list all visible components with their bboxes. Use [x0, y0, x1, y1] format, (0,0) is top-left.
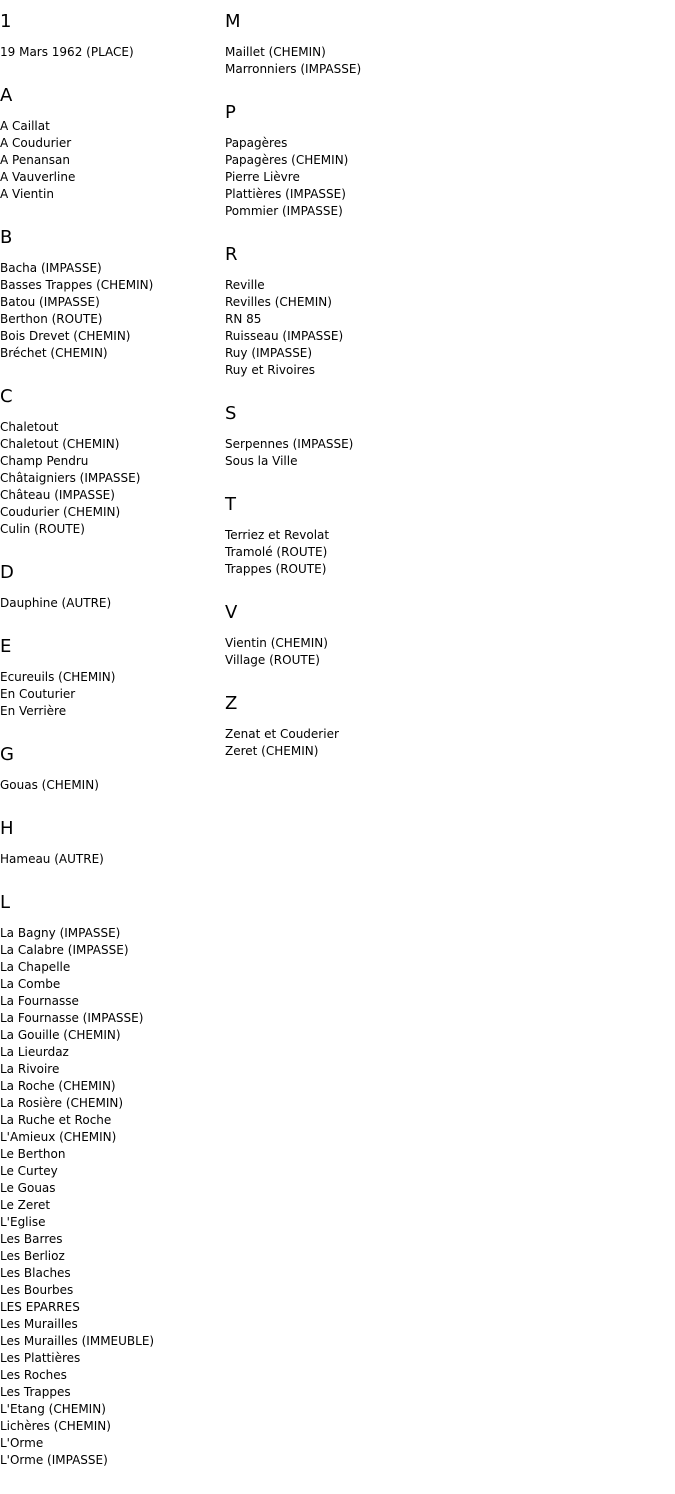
street-link-ruy-impasse[interactable]: Ruy (IMPASSE) [225, 346, 313, 360]
letter-group-1 [0, 12, 220, 61]
street-link-papageres[interactable]: Papagères [225, 136, 288, 150]
street-link-revilles-chemin[interactable]: Revilles (CHEMIN) [225, 295, 332, 309]
street-link-en-couturier[interactable]: En Couturier [0, 687, 76, 701]
letter-heading: S [225, 403, 237, 424]
letter-group-b [0, 228, 220, 362]
street-link-berthon-route[interactable]: Berthon (ROUTE) [0, 312, 103, 326]
street-link-l-amieux-chemin[interactable]: L'Amieux (CHEMIN) [0, 1130, 117, 1144]
letter-heading: H [0, 818, 14, 839]
letter-group-h [0, 819, 220, 868]
street-link-la-fournasse[interactable]: La Fournasse [0, 994, 79, 1008]
letter-heading: G [0, 744, 14, 765]
street-link-a-coudurier[interactable]: A Coudurier [0, 136, 72, 150]
street-link-l-orme[interactable]: L'Orme [0, 1436, 44, 1450]
street-index-right-column [225, 12, 665, 785]
street-link-le-gouas[interactable]: Le Gouas [0, 1181, 56, 1195]
letter-heading: C [0, 386, 13, 407]
street-link-la-gouille-chemin[interactable]: La Gouille (CHEMIN) [0, 1028, 121, 1042]
street-link-pierre-lievre[interactable]: Pierre Lièvre [225, 170, 300, 184]
street-link-les-murailles-immeuble[interactable]: Les Murailles (IMMEUBLE) [0, 1334, 155, 1348]
letter-heading: R [225, 244, 238, 265]
street-link-culin-route[interactable]: Culin (ROUTE) [0, 522, 85, 536]
street-link-l-orme-impasse[interactable]: L'Orme (IMPASSE) [0, 1453, 108, 1467]
street-link-brechet-chemin[interactable]: Bréchet (CHEMIN) [0, 346, 108, 360]
letter-heading: A [0, 85, 13, 106]
letter-group-l [0, 893, 220, 1469]
letter-group-r [225, 245, 665, 379]
street-link-coudurier-chemin[interactable]: Coudurier (CHEMIN) [0, 505, 121, 519]
letter-group-p [225, 103, 665, 220]
letter-heading: P [225, 102, 236, 123]
street-link-bacha-impasse[interactable]: Bacha (IMPASSE) [0, 261, 102, 275]
street-link-hameau-autre[interactable]: Hameau (AUTRE) [0, 852, 104, 866]
letter-heading: D [0, 562, 14, 583]
street-link-zeret-chemin[interactable]: Zeret (CHEMIN) [225, 744, 319, 758]
street-link-batou-impasse[interactable]: Batou (IMPASSE) [0, 295, 100, 309]
street-link-la-ruche-et-roche[interactable]: La Ruche et Roche [0, 1113, 112, 1127]
street-link-le-curtey[interactable]: Le Curtey [0, 1164, 58, 1178]
street-link-village-route[interactable]: Village (ROUTE) [225, 653, 320, 667]
street-link-vientin-chemin[interactable]: Vientin (CHEMIN) [225, 636, 328, 650]
street-index-left-column [0, 12, 220, 1494]
street-link-a-penansan[interactable]: A Penansan [0, 153, 70, 167]
street-link-zenat-et-couderier[interactable]: Zenat et Couderier [225, 727, 339, 741]
street-link-basses-trappes-chemin[interactable]: Basses Trappes (CHEMIN) [0, 278, 154, 292]
street-link-la-rosiere-chemin[interactable]: La Rosière (CHEMIN) [0, 1096, 124, 1110]
letter-heading: 1 [0, 11, 12, 32]
street-link-sous-la-ville[interactable]: Sous la Ville [225, 454, 298, 468]
street-link-les-plattieres[interactable]: Les Plattières [0, 1351, 81, 1365]
letter-group-z [225, 694, 665, 760]
letter-group-g [0, 745, 220, 794]
street-link-bois-drevet-chemin[interactable]: Bois Drevet (CHEMIN) [0, 329, 131, 343]
letter-heading: B [0, 227, 13, 248]
street-link-a-vientin[interactable]: A Vientin [0, 187, 54, 201]
letter-group-v [225, 603, 665, 669]
street-link-dauphine-autre[interactable]: Dauphine (AUTRE) [0, 596, 112, 610]
letter-heading: V [225, 602, 238, 623]
street-link-19-mars-1962-place[interactable]: 19 Mars 1962 (PLACE) [0, 45, 134, 59]
street-link-les-trappes[interactable]: Les Trappes [0, 1385, 71, 1399]
letter-group-a [0, 86, 220, 203]
street-link-le-zeret[interactable]: Le Zeret [0, 1198, 51, 1212]
letter-heading: L [0, 892, 11, 913]
letter-heading: Z [225, 693, 238, 714]
street-link-chaletout-chemin[interactable]: Chaletout (CHEMIN) [0, 437, 120, 451]
street-link-la-lieurdaz[interactable]: La Lieurdaz [0, 1045, 69, 1059]
street-link-reville[interactable]: Reville [225, 278, 265, 292]
street-link-chateau-impasse[interactable]: Château (IMPASSE) [0, 488, 115, 502]
street-link-pommier-impasse[interactable]: Pommier (IMPASSE) [225, 204, 343, 218]
street-link-ruy-et-rivoires[interactable]: Ruy et Rivoires [225, 363, 315, 377]
street-link-trappes-route[interactable]: Trappes (ROUTE) [225, 562, 327, 576]
street-link-rn-85[interactable]: RN 85 [225, 312, 262, 326]
street-link-ruisseau-impasse[interactable]: Ruisseau (IMPASSE) [225, 329, 344, 343]
street-link-le-berthon[interactable]: Le Berthon [0, 1147, 66, 1161]
street-link-chataigniers-impasse[interactable]: Châtaigniers (IMPASSE) [0, 471, 141, 485]
letter-group-t [225, 495, 665, 578]
street-link-terriez-et-revolat[interactable]: Terriez et Revolat [225, 528, 330, 542]
street-link-serpennes-impasse[interactable]: Serpennes (IMPASSE) [225, 437, 354, 451]
street-link-les-blaches[interactable]: Les Blaches [0, 1266, 71, 1280]
street-link-gouas-chemin[interactable]: Gouas (CHEMIN) [0, 778, 99, 792]
street-link-les-berlioz[interactable]: Les Berlioz [0, 1249, 65, 1263]
street-link-la-bagny-impasse[interactable]: La Bagny (IMPASSE) [0, 926, 121, 940]
street-link-les-murailles[interactable]: Les Murailles [0, 1317, 78, 1331]
street-link-les-barres[interactable]: Les Barres [0, 1232, 63, 1246]
letter-group-s [225, 404, 665, 470]
street-link-maillet-chemin[interactable]: Maillet (CHEMIN) [225, 45, 326, 59]
letter-heading: M [225, 11, 241, 32]
street-link-les-bourbes[interactable]: Les Bourbes [0, 1283, 74, 1297]
street-link-la-combe[interactable]: La Combe [0, 977, 61, 991]
street-link-licheres-chemin[interactable]: Lichères (CHEMIN) [0, 1419, 111, 1433]
letter-group-e [0, 637, 220, 720]
street-link-a-vauverline[interactable]: A Vauverline [0, 170, 76, 184]
street-link-l-eglise[interactable]: L'Eglise [0, 1215, 46, 1229]
street-link-plattieres-impasse[interactable]: Plattières (IMPASSE) [225, 187, 346, 201]
street-link-la-chapelle[interactable]: La Chapelle [0, 960, 71, 974]
street-link-la-fournasse-impasse[interactable]: La Fournasse (IMPASSE) [0, 1011, 144, 1025]
street-link-en-verriere[interactable]: En Verrière [0, 704, 67, 718]
street-link-marronniers-impasse[interactable]: Marronniers (IMPASSE) [225, 62, 362, 76]
street-link-chaletout[interactable]: Chaletout [0, 420, 59, 434]
street-link-l-etang-chemin[interactable]: L'Etang (CHEMIN) [0, 1402, 106, 1416]
street-link-la-roche-chemin[interactable]: La Roche (CHEMIN) [0, 1079, 116, 1093]
letter-group-c [0, 387, 220, 538]
street-link-ecureuils-chemin[interactable]: Ecureuils (CHEMIN) [0, 670, 116, 684]
street-link-a-caillat[interactable]: A Caillat [0, 119, 50, 133]
letter-heading: E [0, 636, 12, 657]
street-link-la-calabre-impasse[interactable]: La Calabre (IMPASSE) [0, 943, 129, 957]
street-link-la-rivoire[interactable]: La Rivoire [0, 1062, 60, 1076]
street-link-les-roches[interactable]: Les Roches [0, 1368, 67, 1382]
street-link-papageres-chemin[interactable]: Papagères (CHEMIN) [225, 153, 349, 167]
street-link-champ-pendru[interactable]: Champ Pendru [0, 454, 89, 468]
street-link-tramole-route[interactable]: Tramolé (ROUTE) [225, 545, 328, 559]
letter-heading: T [225, 494, 236, 515]
letter-group-m [225, 12, 665, 78]
street-link-les-eparres[interactable]: LES EPARRES [0, 1300, 80, 1314]
letter-group-d [0, 563, 220, 612]
